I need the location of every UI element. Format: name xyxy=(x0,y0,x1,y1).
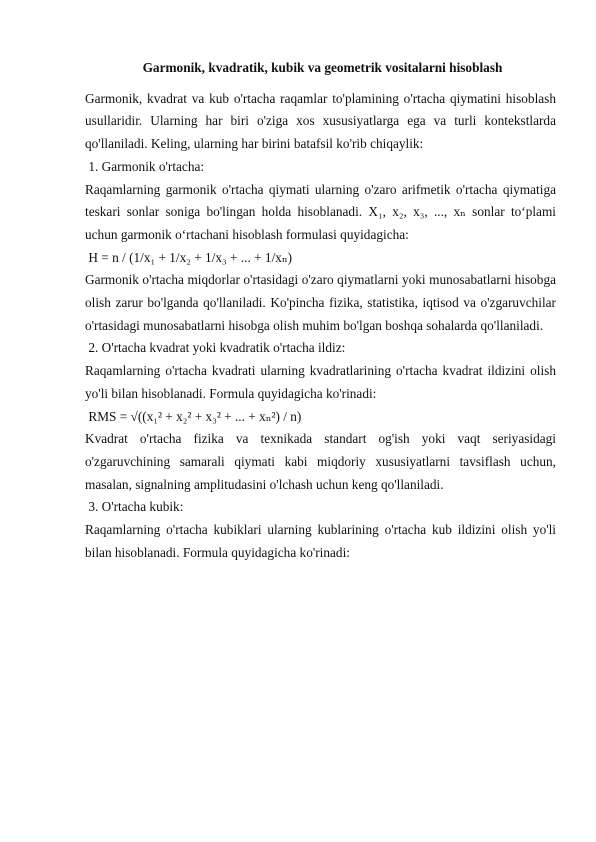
rms-usage-paragraph: Kvadrat o'rtacha fizika va texnikada standart og'ish yoki vaqt seriyasidagi o'zgaruvchining samarali qiymati kabi miqdoriy xususiyatlarni tavsiflash uchun, masalan, signalning amplitudasini o'lchash uchun keng qo'llaniladi. xyxy=(85,431,556,492)
harmonic-usage-paragraph: Garmonik o'rtacha miqdorlar o'rtasidagi o'zaro qiymatlarni yoki munosabatlarni hisobga olish zarur bo'lganda qo'llaniladi. Ko'pincha fizika, statistika, iqtisod va o'zgaruvchilar o'rtasidagi munosabatlarni hisobga olish muhim bo'lgan boshqa sohalarda qo'llaniladi. xyxy=(85,272,556,333)
section-heading-cubic: 3. O'rtacha kubik: xyxy=(85,499,184,515)
document-title: Garmonik, kvadratik, kubik va geometrik vositalarni hisoblash xyxy=(142,60,503,75)
rms-definition-paragraph: Raqamlarning o'rtacha kvadrati ularning kvadratlarining o'rtacha kvadrat ildizini olish yo'li bilan hisoblanadi. Formula quyidagicha ko'rinadi: xyxy=(85,363,556,401)
rms-formula: RMS = √((x₁² + x₂² + x₃² + ... + xₙ²) / n) xyxy=(85,408,302,424)
document-page xyxy=(85,57,556,564)
section-heading-rms: 2. O'rtacha kvadrat yoki kvadratik o'rtacha ildiz: xyxy=(85,340,346,356)
cubic-definition-paragraph: Raqamlarning o'rtacha kubiklari ularning kublarining o'rtacha kub ildizini olish yo'li bilan hisoblanadi. Formula quyidagicha ko'rinadi: xyxy=(85,522,556,560)
harmonic-definition-paragraph: Raqamlarning garmonik o'rtacha qiymati ularning o'zaro arifmetik o'rtacha qiymatiga teskari sonlar soniga bo'lingan holda hisoblanadi. X₁, x₂, x₃, ..., xₙ sonlar to‘plami uchun garmonik o‘rtachani hisoblash formulasi quyidagicha: xyxy=(85,181,556,242)
intro-paragraph: Garmonik, kvadrat va kub o'rtacha raqamlar to'plamining o'rtacha qiymatini hisoblash usullaridir. Ularning har biri o'ziga xos xususiyatlarga ega va turli kontekstlarda qo'llaniladi. Keling, ularning har birini batafsil ko'rib chiqaylik: xyxy=(85,90,556,152)
section-heading-harmonic: 1. Garmonik o'rtacha: xyxy=(85,158,205,174)
harmonic-formula: H = n / (1/x₁ + 1/x₂ + 1/x₃ + ... + 1/xₙ) xyxy=(85,249,293,265)
